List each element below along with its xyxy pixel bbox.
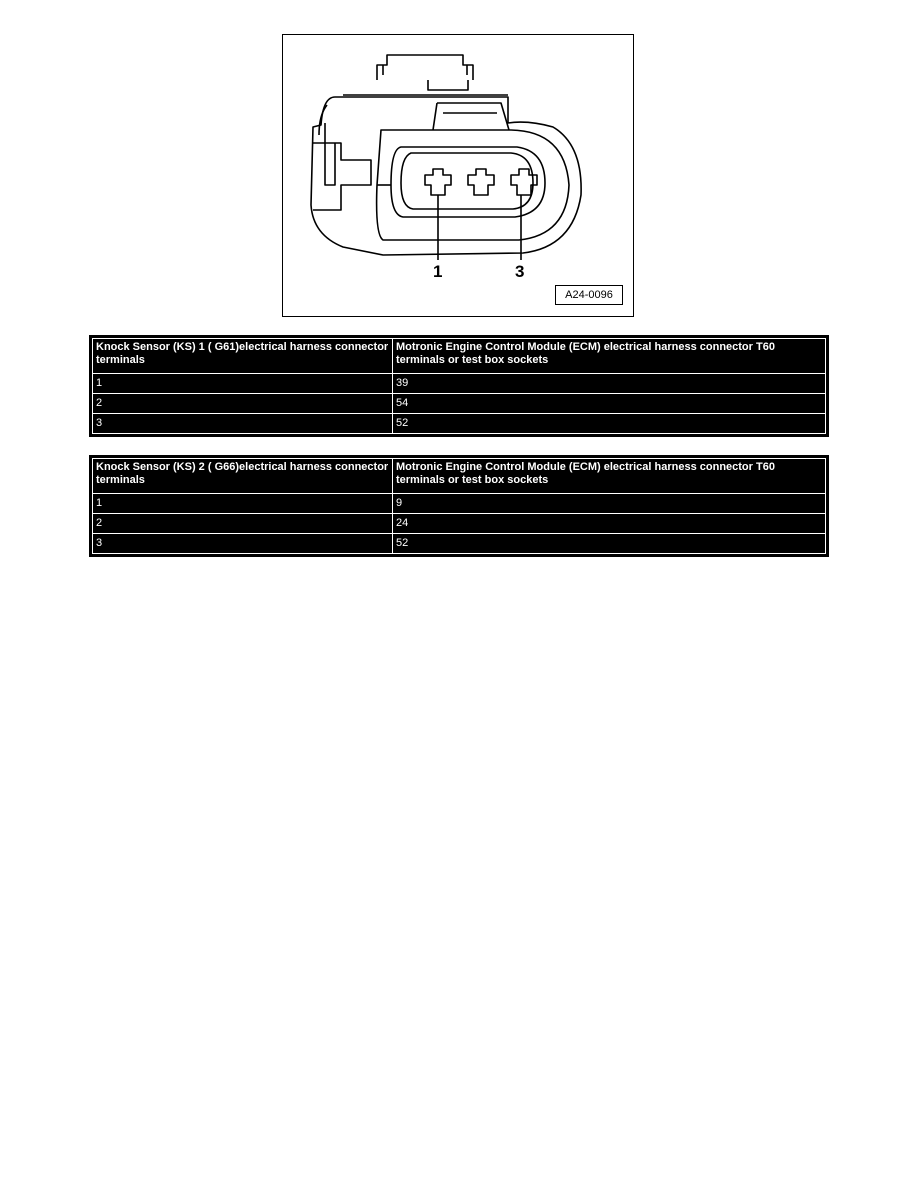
ks1-pinout-table — [89, 335, 829, 437]
table-row — [93, 494, 826, 514]
header-sensor-terminals: Knock Sensor (KS) 2 ( G66)electrical harness connector terminals — [93, 459, 393, 494]
table-row — [93, 414, 826, 434]
connector-figure — [282, 34, 634, 317]
figure-id-label: A24-0096 — [555, 285, 623, 305]
sensor-terminal-cell: 2 — [93, 514, 393, 534]
ks2-pinout-table — [89, 455, 829, 557]
table-row — [93, 394, 826, 414]
table-row — [93, 374, 826, 394]
header-sensor-terminals: Knock Sensor (KS) 1 ( G61)electrical harness connector terminals — [93, 339, 393, 374]
sensor-terminal-cell: 3 — [93, 534, 393, 554]
header-ecm-terminals: Motronic Engine Control Module (ECM) electrical harness connector T60 terminals or test box sockets — [393, 459, 826, 494]
ecm-terminal-cell: 24 — [393, 514, 826, 534]
ecm-terminal-cell: 39 — [393, 374, 826, 394]
sensor-terminal-cell: 2 — [93, 394, 393, 414]
callout-pin-1: 1 — [433, 262, 443, 281]
table-row — [93, 514, 826, 534]
table-row — [93, 534, 826, 554]
connector-drawing — [283, 35, 633, 316]
sensor-terminal-cell: 3 — [93, 414, 393, 434]
table-header-row — [93, 459, 826, 494]
ecm-terminal-cell: 9 — [393, 494, 826, 514]
ecm-terminal-cell: 52 — [393, 534, 826, 554]
sensor-terminal-cell: 1 — [93, 374, 393, 394]
ecm-terminal-cell: 52 — [393, 414, 826, 434]
table-header-row — [93, 339, 826, 374]
sensor-terminal-cell: 1 — [93, 494, 393, 514]
callout-pin-3: 3 — [515, 262, 525, 281]
ecm-terminal-cell: 54 — [393, 394, 826, 414]
header-ecm-terminals: Motronic Engine Control Module (ECM) electrical harness connector T60 terminals or test box sockets — [393, 339, 826, 374]
